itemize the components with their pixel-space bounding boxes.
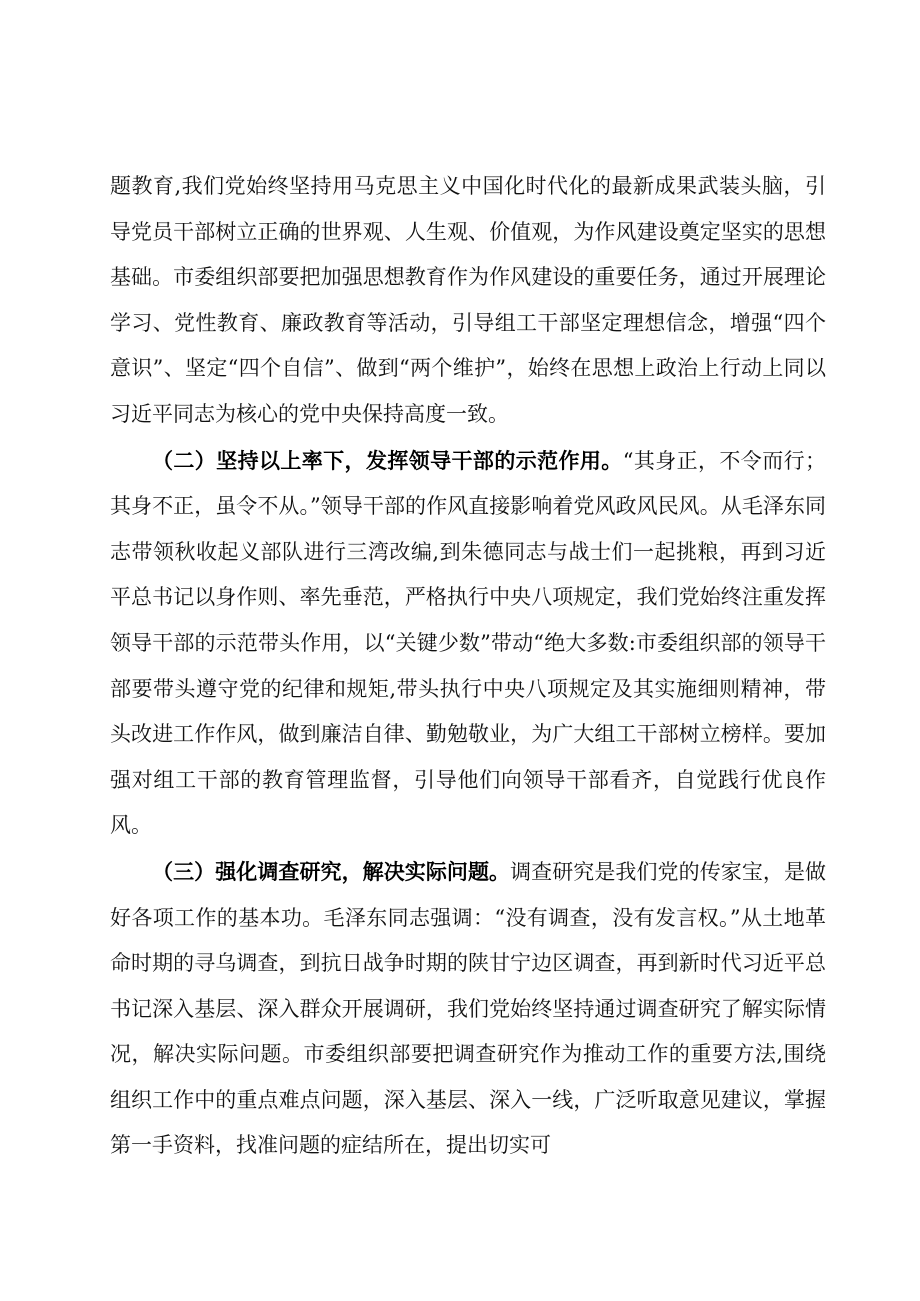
paragraph-lead-by-example [110, 438, 826, 849]
paragraph-text: “其身正，不令而行；其身不正，虽令不从。”领导干部的作风直接影响着党风政风民风。从毛泽东同志带领秋收起义部队进行三湾改编,到朱德同志与战士们一起挑粮，再到习近平总书记以身作则、率先垂范，严格执行中央八项规定，我们党始终注重发挥领导干部的示范带头作用，以“关键少数”带动“绝大多数:市委组织部的领导干部要带头遵守党的纪律和规矩,带头执行中央八项规定及其实施细则精神，带头改进工作作风，做到廉洁自律、勤勉敬业，为广大组工干部树立榜样。要加强对组工干部的教育管理监督，引导他们向领导干部看齐，自觉践行优良作风。 [110, 448, 826, 838]
paragraph-text: 题教育,我们党始终坚持用马克思主义中国化时代化的最新成果武装头脑，引导党员干部树立正确的世界观、人生观、价值观，为作风建设奠定坚实的思想基础。市委组织部要把加强思想教育作为作风建设的重要任务，通过开展理论学习、党性教育、廉政教育等活动，引导组工干部坚定理想信念，增强“四个意识”、坚定“四个自信”、做到“两个维护”，始终在思想上政治上行动上同以习近平同志为核心的党中央保持高度一致。 [110, 174, 826, 426]
section-heading-2: （二）坚持以上率下，发挥领导干部的示范作用。 [152, 447, 623, 473]
document-body [110, 164, 826, 1169]
paragraph-investigation-research [110, 849, 826, 1169]
paragraph-ideological-education [110, 164, 826, 438]
section-heading-3: （三）强化调查研究，解决实际问题。 [152, 858, 511, 884]
paragraph-text: 调查研究是我们党的传家宝，是做好各项工作的基本功。毛泽东同志强调：“没有调查，没有发言权。”从土地革命时期的寻乌调查，到抗日战争时期的陕甘宁边区调查，再到新时代习近平总书记深入基层、深入群众开展调研，我们党始终坚持通过调查研究了解实际情况，解决实际问题。市委组织部要把调查研究作为推动工作的重要方法,围绕组织工作中的重点难点问题，深入基层、深入一线，广泛听取意见建议，掌握第一手资料，找准问题的症结所在，提出切实可 [110, 859, 827, 1158]
